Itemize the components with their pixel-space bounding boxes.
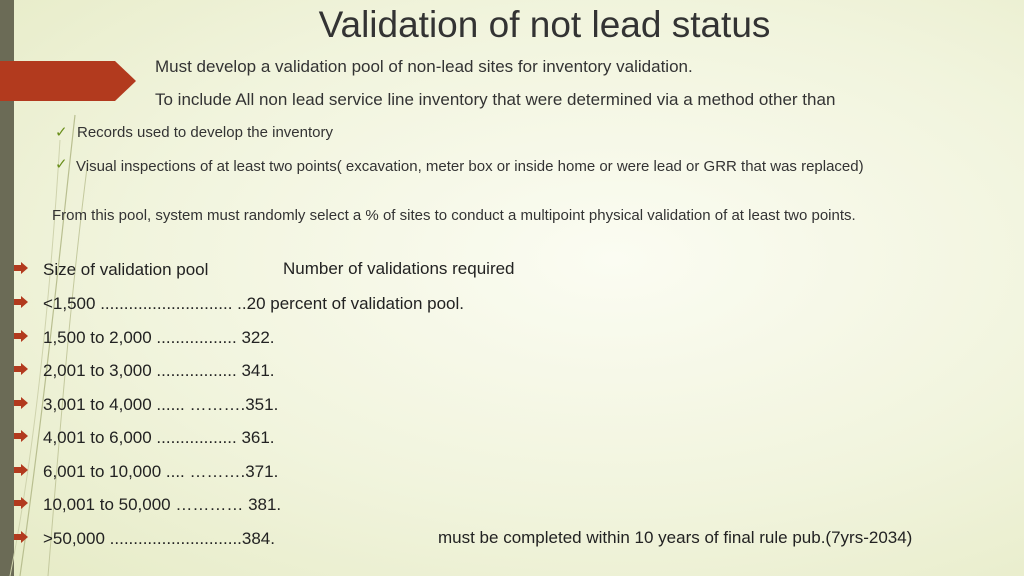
red-arrow-banner (0, 61, 136, 101)
subtitle-include: To include All non lead service line inventory that were determined via a method other than (155, 90, 836, 109)
list-item-text: 6,001 to 10,000 .... ……….371. (43, 462, 279, 481)
page-title: Validation of not lead status (318, 4, 771, 45)
arrow-bullet-icon (14, 330, 28, 342)
header-validations-required: Number of validations required (283, 259, 515, 278)
header-pool-size: Size of validation pool (43, 260, 209, 279)
checkmark-icon: ✓ (55, 156, 68, 173)
list-item-text: >50,000 ............................384. (43, 529, 275, 548)
list-item-text: 3,001 to 4,000 ...... ……….351. (43, 395, 279, 414)
check-item-records: Records used to develop the inventory (77, 124, 333, 141)
checkmark-icon: ✓ (55, 124, 68, 141)
list-item-text: 10,001 to 50,000 ………… 381. (43, 495, 282, 514)
list-item-text: 2,001 to 3,000 ................. 341. (43, 361, 275, 380)
subtitle-pool: Must develop a validation pool of non-lead sites for inventory validation. (155, 57, 693, 76)
arrow-bullet-icon (14, 497, 28, 509)
list-item-text: 4,001 to 6,000 ................. 361. (43, 428, 275, 447)
list-item-text: <1,500 ............................ ..20 percent of validation pool. (43, 294, 464, 313)
pool-selection-text: From this pool, system must randomly select a % of sites to conduct a multipoint physical validation of at least two points. (52, 207, 856, 224)
deadline-note: must be completed within 10 years of final rule pub.(7yrs-2034) (438, 528, 913, 547)
check-item-visual-inspection: Visual inspections of at least two points( excavation, meter box or inside home or were lead or GRR that was replaced) (76, 158, 864, 175)
list-item-text: 1,500 to 2,000 ................. 322. (43, 328, 275, 347)
arrow-bullet-icon (14, 262, 28, 274)
arrow-bullet-icon (14, 464, 28, 476)
arrow-bullet-icon (14, 363, 28, 375)
arrow-bullet-icon (14, 397, 28, 409)
arrow-bullet-icon (14, 296, 28, 308)
arrow-bullet-icon (14, 531, 28, 543)
arrow-bullet-icon (14, 430, 28, 442)
